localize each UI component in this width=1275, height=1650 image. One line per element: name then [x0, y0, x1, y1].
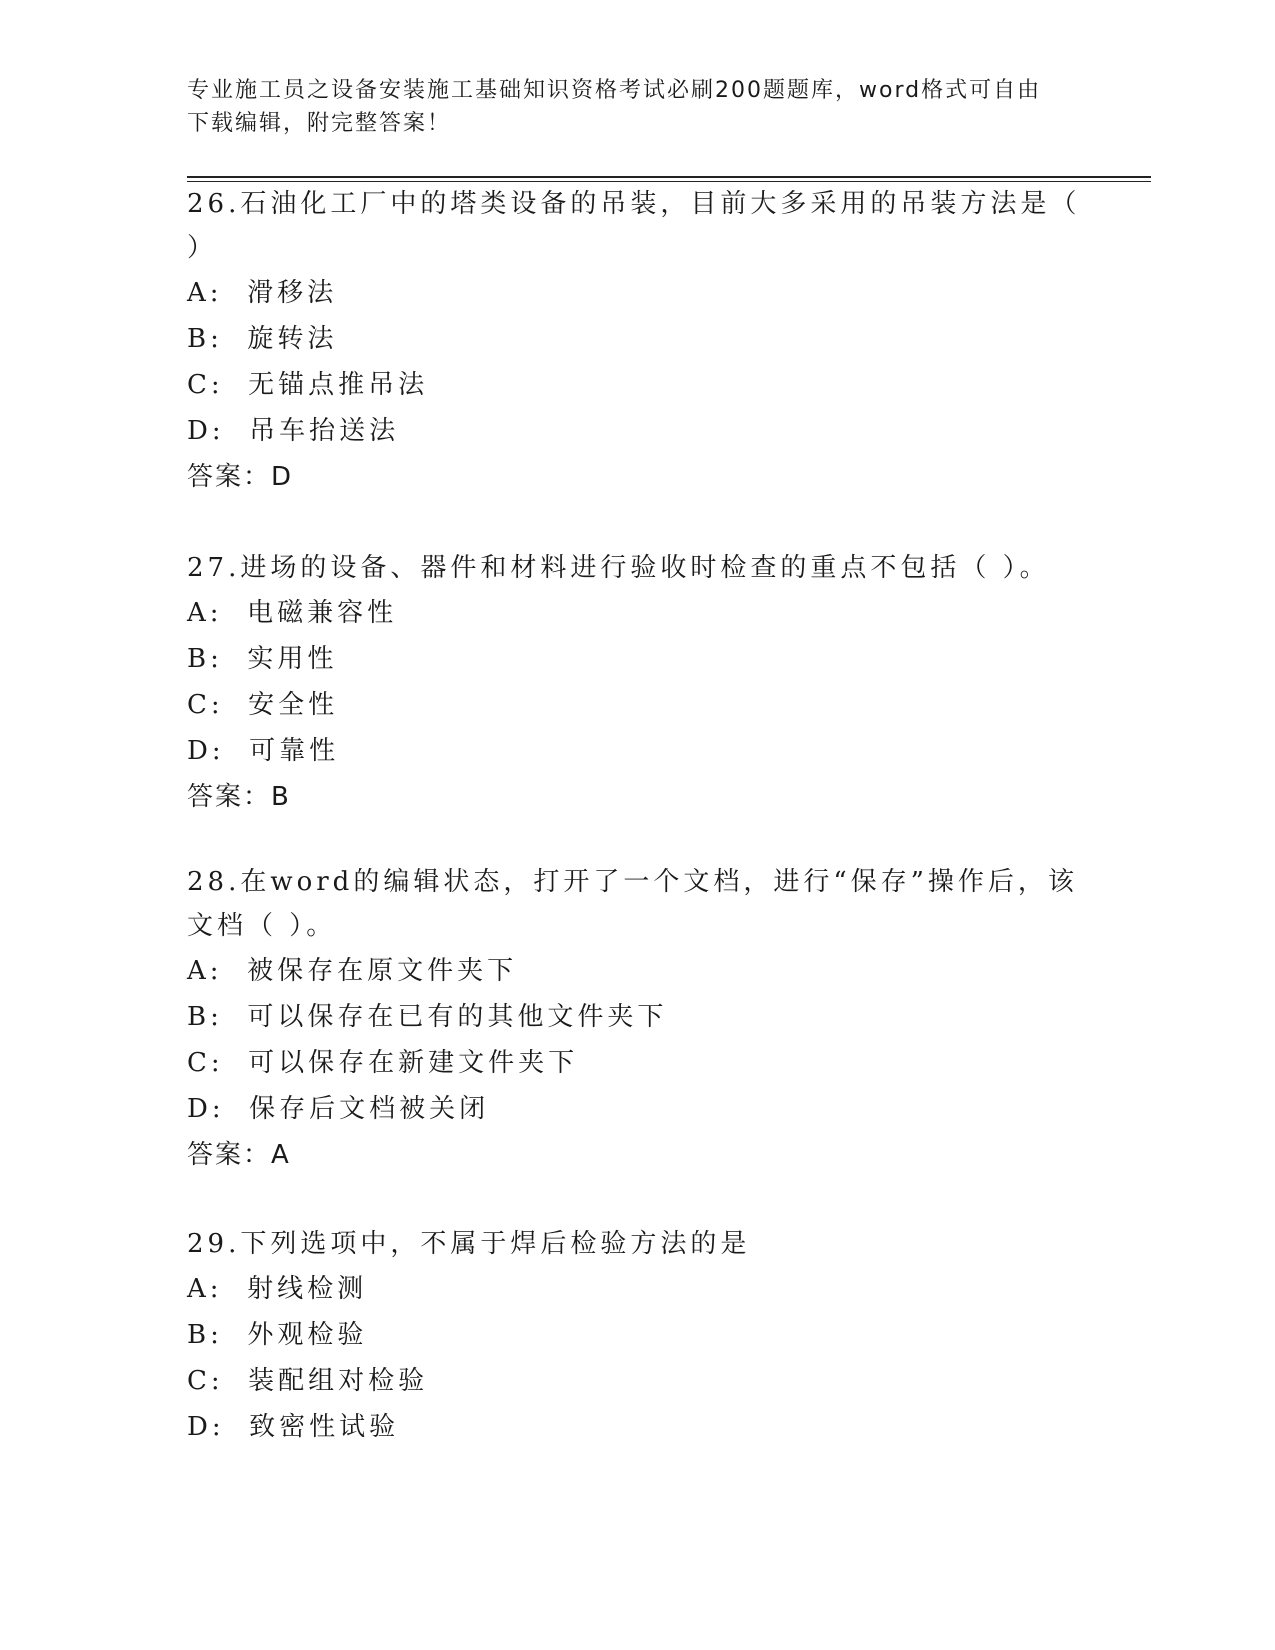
option-b: B: 可以保存在已有的其他文件夹下 — [187, 1002, 668, 1032]
answer: 答案：A — [187, 1140, 291, 1170]
option-b: B: 实用性 — [187, 644, 338, 674]
option-a: A: 电磁兼容性 — [187, 598, 398, 628]
question-28 — [187, 860, 1087, 1178]
option-c: C: 装配组对检验 — [187, 1366, 429, 1396]
option-c: C: 无锚点推吊法 — [187, 370, 429, 400]
document-header — [187, 74, 1087, 140]
answer: 答案：D — [187, 462, 294, 492]
option-d: D: 致密性试验 — [187, 1412, 400, 1442]
option-d: D: 吊车抬送法 — [187, 416, 400, 446]
option-a: A: 射线检测 — [187, 1274, 368, 1304]
header-line-1: 专业施工员之设备安装施工基础知识资格考试必刷200题题库，word格式可自由 — [187, 78, 1042, 103]
question-29 — [187, 1222, 1087, 1450]
option-a: A: 滑移法 — [187, 278, 338, 308]
question-text: 26.石油化工厂中的塔类设备的吊装，目前大多采用的吊装方法是（ ） — [187, 189, 1081, 263]
header-line-2: 下载编辑，附完整答案！ — [187, 111, 452, 136]
option-d: D: 保存后文档被关闭 — [187, 1094, 490, 1124]
question-text: 28.在word的编辑状态，打开了一个文档，进行“保存”操作后，该文档（ ）。 — [187, 867, 1078, 941]
option-c: C: 安全性 — [187, 690, 339, 720]
option-a: A: 被保存在原文件夹下 — [187, 956, 518, 986]
question-text: 27.进场的设备、器件和材料进行验收时检查的重点不包括（ ）。 — [187, 553, 1050, 583]
question-26 — [187, 182, 1087, 500]
answer: 答案：B — [187, 782, 291, 812]
question-27 — [187, 546, 1087, 820]
option-b: B: 外观检验 — [187, 1320, 368, 1350]
option-d: D: 可靠性 — [187, 736, 340, 766]
option-c: C: 可以保存在新建文件夹下 — [187, 1048, 579, 1078]
question-text: 29.下列选项中，不属于焊后检验方法的是 — [187, 1229, 751, 1259]
header-divider-thick — [187, 176, 1151, 178]
option-b: B: 旋转法 — [187, 324, 338, 354]
